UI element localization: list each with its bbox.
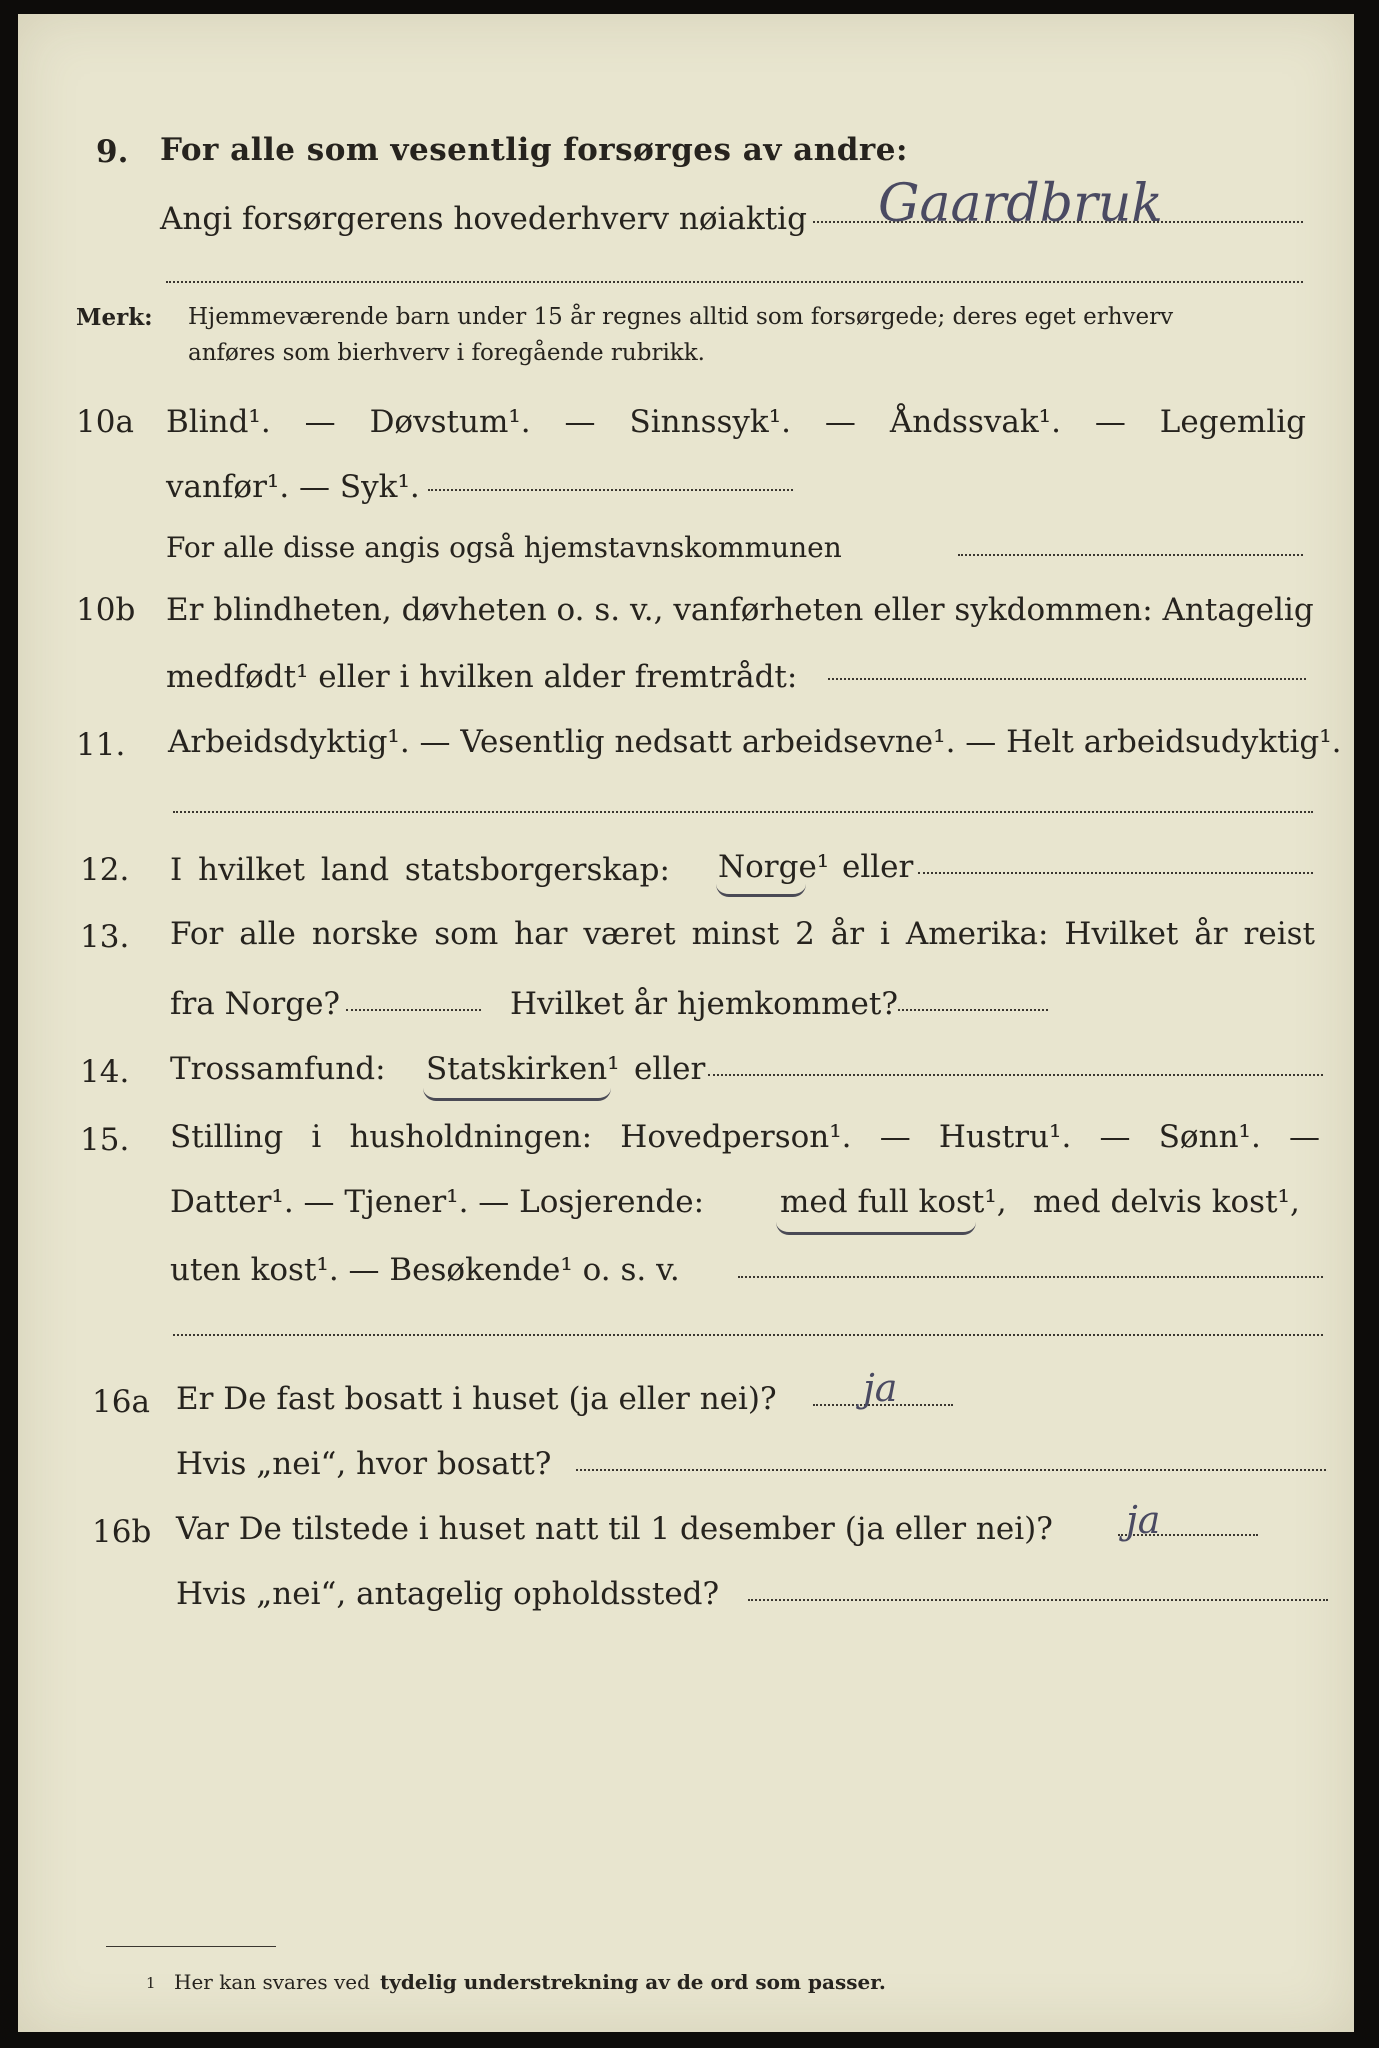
footnote-text-b: tydelig understrekning av de ord som passer. xyxy=(380,1970,886,1994)
q10a-line-3: For alle disse angis også hjemstavnskommunen xyxy=(166,531,842,564)
footnote-rule xyxy=(106,1946,276,1947)
q14-prefix: Trossamfund: xyxy=(170,1051,386,1087)
q10a-line-2: vanfør¹. — Syk¹. xyxy=(166,469,420,505)
q10a-hjemstavn-line xyxy=(958,554,1303,556)
q9-handwritten-answer: Gaardbruk xyxy=(878,174,1163,234)
q12-answer-line xyxy=(918,872,1313,874)
q16a-number: 16a xyxy=(92,1384,150,1420)
q16b-handwritten-answer: ja xyxy=(1126,1498,1161,1542)
q15-line-2c: med delvis kost¹, xyxy=(1033,1184,1300,1220)
q9-prompt: Angi forsørgerens hovederhverv nøiaktig xyxy=(160,201,807,237)
q9-number: 9. xyxy=(96,134,129,170)
q11-answer-line xyxy=(173,811,1313,813)
q16a-line-1: Er De fast bosatt i huset (ja eller nei)? xyxy=(176,1381,777,1417)
q14-suffix: eller xyxy=(634,1051,706,1087)
footnote-mark: 1 xyxy=(146,1974,156,1992)
q12-norge-underline xyxy=(716,884,806,897)
q14-statskirken-underline xyxy=(423,1088,611,1101)
q15-line-2a: Datter¹. — Tjener¹. — Losjerende: xyxy=(170,1184,705,1220)
q12-number: 12. xyxy=(80,852,130,888)
q12-prefix: I hvilket land statsborgerskap: xyxy=(170,852,670,888)
q14-option-statskirken: Statskirken¹ xyxy=(426,1051,620,1087)
q15-number: 15. xyxy=(80,1122,130,1158)
merk-label: Merk: xyxy=(76,304,153,331)
q10b-line-2: medfødt¹ eller i hvilken alder fremtrådt: xyxy=(166,659,798,695)
q16a-bosatt-line xyxy=(576,1469,1326,1471)
q14-answer-line xyxy=(708,1074,1323,1076)
q10b-answer-line xyxy=(828,678,1306,680)
q13-number: 13. xyxy=(80,919,130,955)
q15-line-3: uten kost¹. — Besøkende¹ o. s. v. xyxy=(170,1252,680,1288)
q15-option-full-kost: med full kost¹, xyxy=(780,1184,1007,1220)
q16b-line-2: Hvis „nei“, antagelig opholdssted? xyxy=(176,1576,720,1612)
q10a-number: 10a xyxy=(76,404,134,440)
q16b-opholdssted-line xyxy=(748,1599,1328,1601)
q13-line-1: For alle norske som har været minst 2 år i Amerika: Hvilket år reist xyxy=(170,916,1315,952)
q16b-number: 16b xyxy=(92,1514,152,1550)
q12-option-norge: Norge¹ xyxy=(718,849,830,885)
q9-continuation-line xyxy=(166,281,1303,283)
footnote-text-a: Her kan svares ved xyxy=(174,1970,370,1994)
q10b-line-1: Er blindheten, døvheten o. s. v., vanførheten eller sykdommen: Antagelig xyxy=(166,592,1314,628)
q10b-number: 10b xyxy=(76,592,136,628)
q15-line-1: Stilling i husholdningen: Hovedperson¹. — Hustru¹. — Sønn¹. — xyxy=(170,1119,1320,1155)
q13-line-2a: fra Norge? xyxy=(170,986,341,1022)
q16a-line-2: Hvis „nei“, hvor bosatt? xyxy=(176,1446,552,1482)
q15-continuation-line xyxy=(173,1334,1323,1336)
q11-number: 11. xyxy=(76,727,126,763)
q9-heading: For alle som vesentlig forsørges av andre: xyxy=(160,132,908,168)
q13-hjemkommet-line xyxy=(898,1009,1048,1011)
q12-suffix: eller xyxy=(842,849,914,885)
q16a-handwritten-answer: ja xyxy=(863,1366,898,1410)
q15-answer-line xyxy=(738,1276,1323,1278)
q10a-line-1: Blind¹. — Døvstum¹. — Sinnssyk¹. — Åndssvak¹. — Legemlig xyxy=(166,404,1306,440)
q15-full-kost-underline xyxy=(776,1222,976,1235)
q16b-line-1: Var De tilstede i huset natt til 1 desember (ja eller nei)? xyxy=(176,1511,1053,1547)
q10a-syk-line xyxy=(428,489,793,491)
q13-reist-line xyxy=(346,1009,481,1011)
q11-line-1: Arbeidsdyktig¹. — Vesentlig nedsatt arbeidsevne¹. — Helt arbeidsudyktig¹. xyxy=(168,724,1342,760)
merk-line-1: Hjemmeværende barn under 15 år regnes alltid som forsørgede; deres eget erhverv xyxy=(188,304,1174,330)
q13-line-2b: Hvilket år hjemkommet? xyxy=(510,986,898,1022)
census-form-page xyxy=(18,14,1354,2032)
q14-number: 14. xyxy=(80,1054,130,1090)
merk-line-2: anføres som bierhverv i foregående rubrikk. xyxy=(188,340,705,366)
